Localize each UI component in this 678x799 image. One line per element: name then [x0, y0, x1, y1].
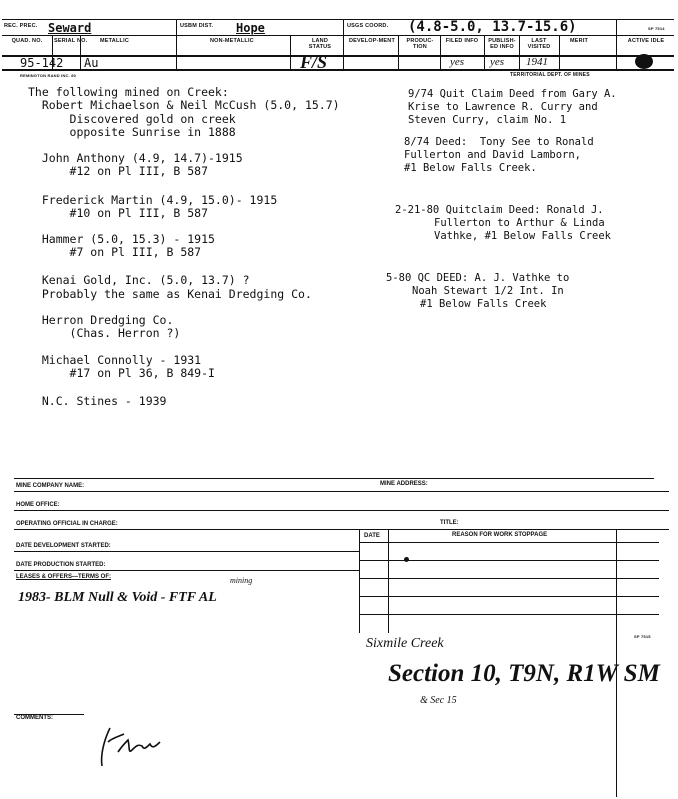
- deed-3-line-1: 2-21-80 Quitclaim Deed: Ronald J.: [395, 204, 604, 216]
- last-visited-value: 1941: [526, 56, 548, 68]
- metal-value: Au: [84, 56, 99, 70]
- filed-value: yes: [450, 56, 465, 68]
- quad-value: 95-142: [20, 56, 64, 70]
- active-idle-label: ACTIVE IDLE: [627, 38, 665, 44]
- form-number: SP 7514: [648, 26, 665, 31]
- published-value: yes: [490, 56, 505, 68]
- nonmetallic-label: NON-METALLIC: [210, 38, 254, 44]
- left-notes-line-14: (Chas. Herron ?): [28, 326, 181, 340]
- usgs-coord-label: USGS COORD.: [347, 23, 389, 29]
- home-office-label: HOME OFFICE:: [16, 502, 60, 508]
- deed-3-line-2: Fullerton to Arthur & Linda: [434, 217, 605, 229]
- usgs-coord-value: (4.8-5.0, 13.7-15.6): [408, 19, 577, 35]
- land-status-value: F/S: [300, 52, 328, 72]
- deed-2-line-1: 8/74 Deed: Tony See to Ronald: [404, 136, 594, 148]
- punch-hole-mark: [635, 54, 653, 69]
- left-notes-line-2: Robert Michaelson & Neil McCush (5.0, 15.7): [28, 98, 340, 112]
- deed-1-line-2: Krise to Lawrence R. Curry and: [408, 101, 598, 113]
- left-notes-line-16: #17 on Pl 36, B 849-I: [28, 366, 215, 380]
- left-notes-line-12: Probably the same as Kenai Dredging Co.: [28, 287, 312, 301]
- rec-prec-value: Seward: [48, 21, 92, 35]
- leases-handwritten: 1983- BLM Null & Void - FTF AL: [18, 590, 217, 605]
- deed-4-line-3: #1 Below Falls Creek: [420, 298, 547, 310]
- serial-label: SERIAL NO.: [54, 38, 88, 44]
- deed-2-line-3: #1 Below Falls Creek.: [404, 162, 537, 174]
- date-development-label: DATE DEVELOPMENT STARTED:: [16, 543, 111, 549]
- deed-1-line-3: Steven Curry, claim No. 1: [408, 114, 567, 126]
- comments-label: COMMENTS:: [16, 715, 53, 721]
- left-notes-line-13: Herron Dredging Co.: [28, 313, 174, 327]
- deed-4-line-1: 5-80 QC DEED: A. J. Vathke to: [386, 272, 570, 284]
- left-notes-line-8: #10 on Pl III, B 587: [28, 206, 209, 220]
- deed-1-line-1: 9/74 Quit Claim Deed from Gary A.: [408, 88, 617, 100]
- leases-offers-label: LEASES & OFFERS—TERMS OF:: [16, 574, 112, 580]
- left-notes-line-6: #12 on Pl III, B 587: [28, 164, 209, 178]
- left-notes-line-9: Hammer (5.0, 15.3) - 1915: [28, 232, 215, 246]
- left-notes-line-4: opposite Sunrise in 1888: [28, 125, 236, 139]
- title-label: TITLE:: [440, 520, 459, 526]
- leases-handwritten-note: mining: [230, 576, 253, 585]
- signature: [90, 722, 170, 770]
- deed-4-line-2: Noah Stewart 1/2 Int. In: [412, 285, 564, 297]
- left-notes-line-7: Frederick Martin (4.9, 15.0)- 1915: [28, 193, 278, 207]
- form-number-2: SP 7515: [634, 634, 651, 639]
- sec-15-handwritten: & Sec 15: [420, 695, 457, 706]
- production-label: PRODUC-TION: [406, 38, 434, 50]
- left-notes-line-3: Discovered gold on creek: [28, 112, 236, 126]
- last-visited-label: LAST VISITED: [527, 38, 551, 50]
- left-notes-line-1: The following mined on Creek:: [28, 85, 229, 99]
- operating-official-label: OPERATING OFFICIAL IN CHARGE:: [16, 521, 118, 527]
- section-handwritten: Section 10, T9N, R1W SM: [388, 660, 660, 687]
- reason-for-stoppage-label: REASON FOR WORK STOPPAGE: [452, 532, 548, 538]
- rec-prec-label: REC. PREC.: [4, 23, 38, 29]
- left-notes-line-10: #7 on Pl III, B 587: [28, 245, 202, 259]
- published-info-label: PUBLISH-ED INFO: [488, 38, 516, 50]
- creek-handwritten: Sixmile Creek: [366, 636, 444, 651]
- left-notes-line-15: Michael Connolly - 1931: [28, 353, 202, 367]
- deed-2-line-2: Fullerton and David Lamborn,: [404, 149, 582, 161]
- date-label: DATE: [364, 533, 380, 539]
- date-production-label: DATE PRODUCTION STARTED:: [16, 562, 106, 568]
- ink-dot: [404, 557, 409, 562]
- quad-label: QUAD. NO.: [11, 38, 43, 44]
- mine-address-label: MINE ADDRESS:: [380, 481, 428, 487]
- metallic-label: METALLIC: [100, 38, 129, 44]
- usbm-dist-label: USBM DIST.: [180, 23, 214, 29]
- left-notes-line-5: John Anthony (4.9, 14.7)-1915: [28, 151, 243, 165]
- deed-3-line-3: Vathke, #1 Below Falls Creek: [434, 230, 612, 242]
- usbm-dist-value: Hope: [236, 21, 265, 35]
- merit-label: MERIT: [570, 38, 589, 44]
- development-label: DEVELOP-MENT: [348, 38, 396, 44]
- territorial-dept: TERRITORIAL DEPT. OF MINES: [510, 72, 590, 78]
- printer-line: REMINGTON RAND INC. 80: [20, 73, 77, 78]
- land-status-label: LAND STATUS: [308, 38, 332, 50]
- left-notes-line-17: N.C. Stines - 1939: [28, 394, 167, 408]
- mine-company-name-label: MINE COMPANY NAME:: [16, 483, 85, 489]
- left-notes-line-11: Kenai Gold, Inc. (5.0, 13.7) ?: [28, 273, 250, 287]
- filed-info-label: FILED INFO: [445, 38, 479, 44]
